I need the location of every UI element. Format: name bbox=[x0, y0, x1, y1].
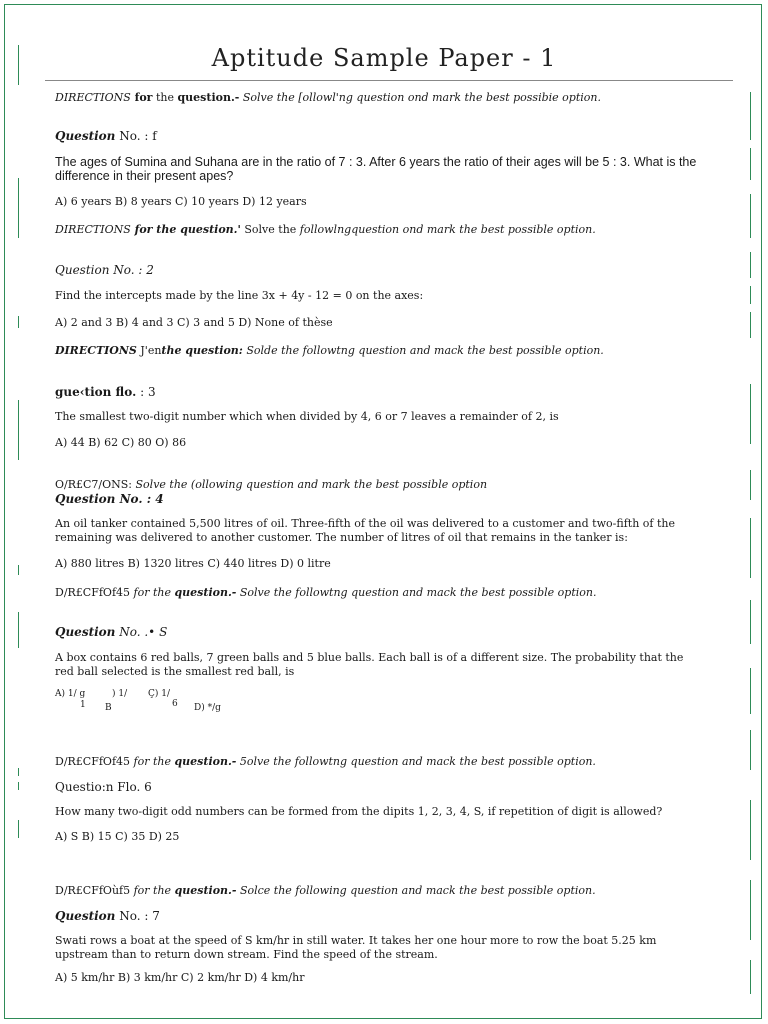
directions-line: D/R£CFfOf45 for the question.- 5olve the followtng question and mack the best possible option. bbox=[55, 755, 596, 768]
directions-line: O/R£C7/ONS: Solve the (ollowing question and mark the best possible option bbox=[55, 478, 488, 491]
option-b-subscript: B bbox=[105, 703, 112, 713]
left-margin-line bbox=[18, 768, 19, 776]
title-divider bbox=[45, 80, 733, 81]
question-heading: gue‹tion flo. : 3 bbox=[55, 385, 156, 399]
option-a-subscript: 1 bbox=[80, 700, 86, 710]
question-heading: Question No. : 4 bbox=[55, 492, 164, 506]
left-margin-line bbox=[18, 316, 19, 328]
left-margin-line bbox=[18, 400, 19, 460]
answer-options: A) 5 km/hr B) 3 km/hr C) 2 km/hr D) 4 km/hr bbox=[55, 971, 305, 984]
left-margin-line bbox=[18, 820, 19, 838]
left-margin-line bbox=[18, 178, 19, 238]
question-heading: Question No. : 2 bbox=[55, 263, 154, 277]
left-margin-line bbox=[18, 565, 19, 575]
question-heading: Question No. : 7 bbox=[55, 909, 160, 923]
directions-line: D/R£CFfOf45 for the question.- Solve the followtng question and mack the best possible option. bbox=[55, 586, 597, 599]
right-margin-line bbox=[750, 286, 751, 304]
answer-options: A) 44 B) 62 C) 80 O) 86 bbox=[55, 436, 187, 449]
answer-options: A) S B) 15 C) 35 D) 25 bbox=[55, 830, 180, 843]
right-margin-line bbox=[750, 960, 751, 994]
right-margin-line bbox=[750, 92, 751, 140]
option-b: ) 1/ bbox=[112, 689, 128, 699]
right-margin-line bbox=[750, 668, 751, 714]
question-text: A box contains 6 red balls, 7 green balls and 5 blue balls. Each ball is of a different size. The probability that the red ball selected is the smallest red ball, is bbox=[55, 651, 684, 678]
left-margin-line bbox=[18, 612, 19, 648]
question-text: The smallest two-digit number which when divided by 4, 6 or 7 leaves a remainder of 2, is bbox=[55, 410, 559, 423]
question-text: Swati rows a boat at the speed of S km/hr in still water. It takes her one hour more to row the boat 5.25 km upstream than to return down stream. Find the speed of the stream. bbox=[55, 934, 657, 961]
right-margin-line bbox=[750, 880, 751, 940]
right-margin-line bbox=[750, 312, 751, 338]
right-margin-line bbox=[750, 518, 751, 578]
directions-line: DIRECTIONS for the question.- Solve the [ollowl'ng question ond mark the best possibie option. bbox=[55, 91, 601, 104]
option-c: Ç) 1/ bbox=[148, 689, 171, 699]
right-margin-line bbox=[750, 600, 751, 644]
directions-line: D/R£CFfOùf5 for the question.- Solce the following question and mack the best possible option. bbox=[55, 884, 596, 897]
left-margin-line bbox=[18, 782, 19, 790]
right-margin-line bbox=[750, 730, 751, 770]
page-title: Aptitude Sample Paper - 1 bbox=[211, 44, 557, 72]
right-margin-line bbox=[750, 252, 751, 278]
option-a: A) 1/ g bbox=[55, 689, 86, 699]
right-margin-line bbox=[750, 194, 751, 238]
answer-options: A) 6 years B) 8 years C) 10 years D) 12 years bbox=[55, 195, 307, 208]
question-text: The ages of Sumina and Suhana are in the ratio of 7 : 3. After 6 years the ratio of their ages will be 5 : 3. What is the difference in their present apes? bbox=[55, 155, 697, 183]
right-margin-line bbox=[750, 470, 751, 500]
question-text: How many two-digit odd numbers can be formed from the dipits 1, 2, 3, 4, S, if repetition of digit is allowed? bbox=[55, 805, 663, 818]
question-text: Find the intercepts made by the line 3x + 4y - 12 = 0 on the axes: bbox=[55, 289, 424, 302]
question-heading: Question No. .• S bbox=[55, 625, 168, 639]
right-margin-line bbox=[750, 148, 751, 180]
directions-line: DIRECTIONS for the question.' Solve the followlngquestion ond mark the best possible option. bbox=[55, 223, 596, 236]
answer-options: A) 880 litres B) 1320 litres C) 440 litres D) 0 litre bbox=[55, 557, 331, 570]
right-margin-line bbox=[750, 384, 751, 444]
question-heading: Question No. : f bbox=[55, 129, 157, 143]
question-text: An oil tanker contained 5,500 litres of oil. Three-fifth of the oil was delivered to a customer and two-fifth of the remaining was delivered to another customer. The number of litres of oil that remains in the tanker is: bbox=[55, 517, 675, 544]
directions-line: DIRECTIONS J'enthe question: Solde the followtng question and mack the best possible option. bbox=[55, 344, 604, 357]
question-heading: Questio:n Flo. 6 bbox=[55, 780, 152, 794]
answer-options: A) 2 and 3 B) 4 and 3 C) 3 and 5 D) None of thèse bbox=[55, 316, 333, 329]
option-d: D) */g bbox=[194, 703, 221, 713]
right-margin-line bbox=[750, 800, 751, 860]
option-c-subscript: 6 bbox=[172, 699, 178, 709]
